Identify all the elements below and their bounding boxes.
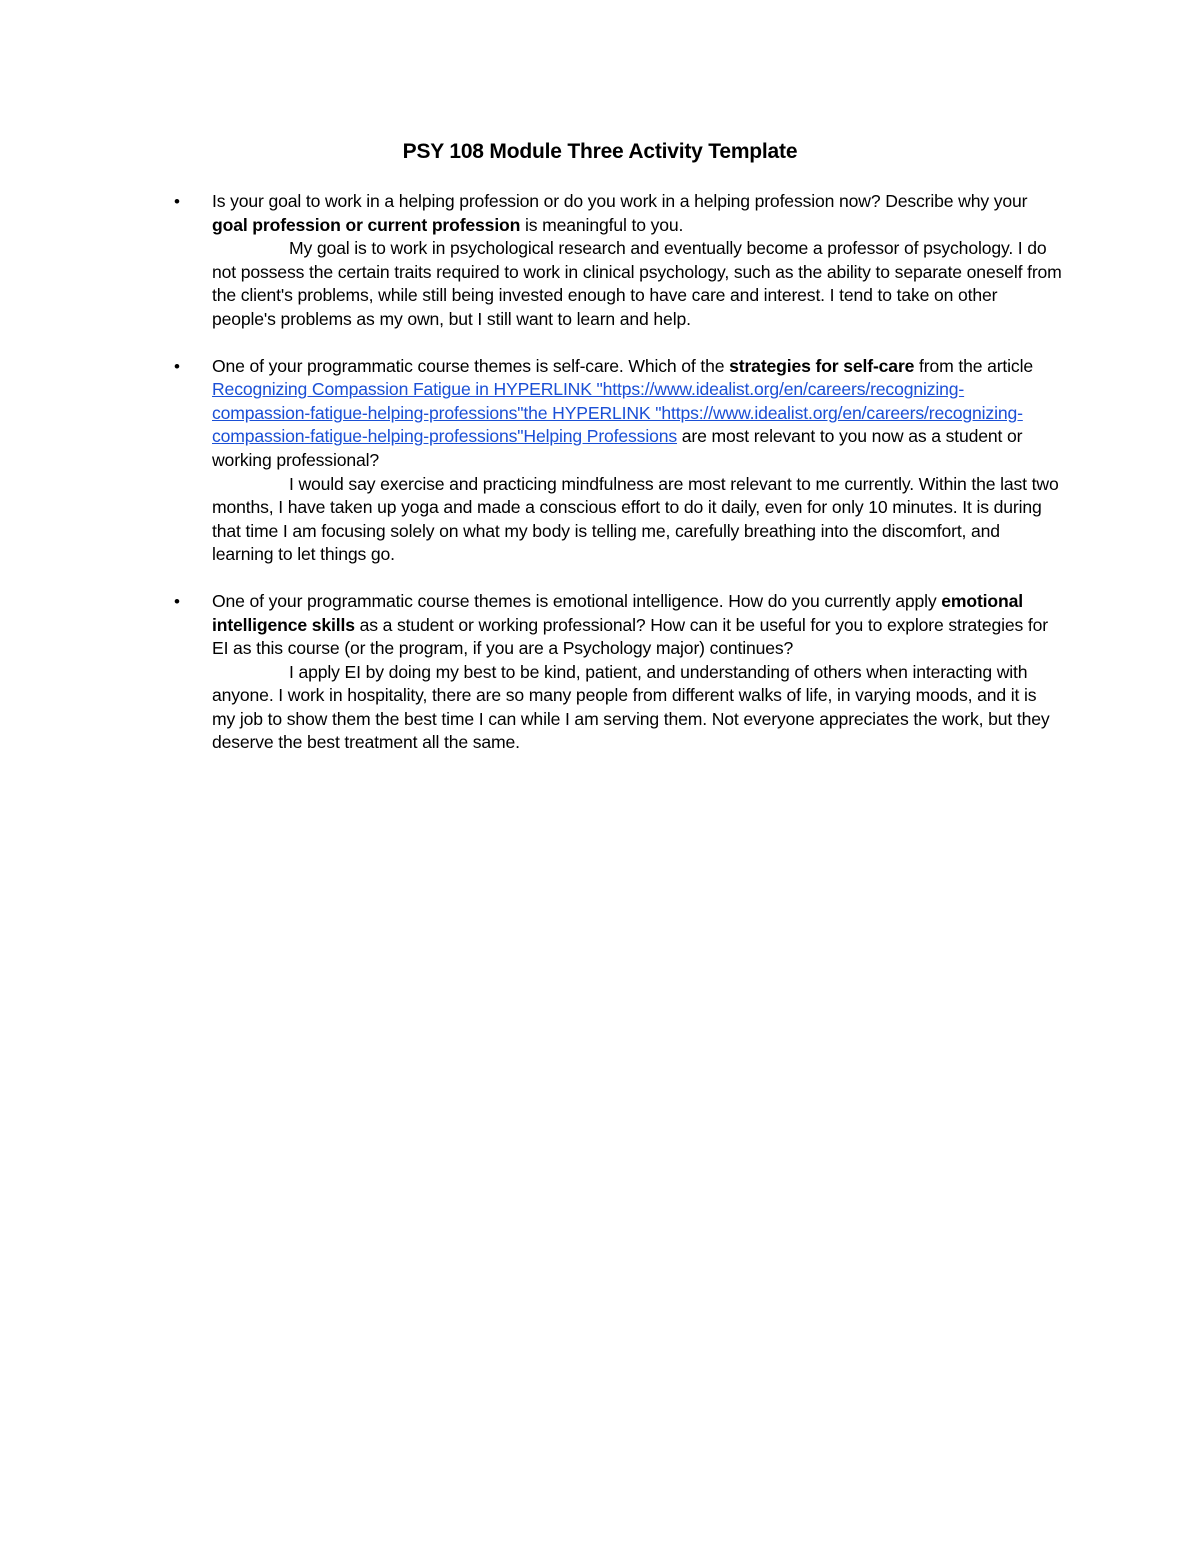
bullet-icon: • [174, 192, 180, 211]
question-text: Is your goal to work in a helping profession or do you work in a helping profession now? Describe why your goal profession or current profession is meaningful to you. [212, 191, 1028, 235]
question-item-3 [174, 590, 1062, 755]
answer-text: My goal is to work in psychological research and eventually become a professor of psychology. I do not possess the certain traits required to work in clinical psychology, such as the ability to separate oneself from the client's problems, while still being invested enough to have care and interest. I tend to take on other people's problems as my own, but I still want to learn and help. [212, 238, 1062, 329]
question-emphasis: emotional intelligence skills [212, 590, 1023, 635]
bullet-icon: • [174, 356, 180, 376]
question-text: One of your programmatic course themes is self-care. Which of the strategies for self-care from the article Recognizing Compassion Fatigue in HYPERLINK "https://www.idealist.org/en/careers/recognizing-compassion-fatigue-helping-professions"the HYPERLINK "https://www.idealist.org/en/careers/recognizing-compassion-fatigue-helping-professions"Helping Professions are most relevant to you now as a student or working professional? [212, 355, 1033, 470]
question-emphasis: goal profession or current profession [212, 214, 521, 235]
question-list [174, 190, 1062, 778]
question-item-2 [174, 355, 1062, 567]
question-emphasis: strategies for self-care [729, 355, 915, 376]
question-text: One of your programmatic course themes is emotional intelligence. How do you currently apply emotional intelligence skills as a student or working professional? How can it be useful for you to explore strategies for EI as this course (or the program, if you are a Psychology major) continues? [212, 590, 1048, 659]
answer-text: I apply EI by doing my best to be kind, patient, and understanding of others when interacting with anyone. I work in hospitality, there are so many people from different walks of life, in varying moods, and it is my job to show them the best time I can while I am serving them. Not everyone appreciates the work, but they deserve the best treatment all the same. [212, 661, 1050, 753]
bullet-icon: • [174, 591, 180, 611]
article-link[interactable]: Recognizing Compassion Fatigue in HYPERLINK "https://www.idealist.org/en/careers/recognizing-compassion-fatigue-helping-professions"the HYPERLINK "https://www.idealist.org/en/careers/recognizing-compassion-fatigue-helping-professions"Helping Professions [212, 379, 1023, 447]
answer-text: I would say exercise and practicing mindfulness are most relevant to me currently. Within the last two months, I have taken up yoga and made a conscious effort to do it daily, even for only 10 minutes. It is during that time I am focusing solely on what my body is telling me, carefully breathing into the discomfort, and learning to let things go. [212, 473, 1059, 565]
question-item-1 [174, 190, 1062, 332]
document-title: PSY 108 Module Three Activity Template [402, 140, 798, 163]
